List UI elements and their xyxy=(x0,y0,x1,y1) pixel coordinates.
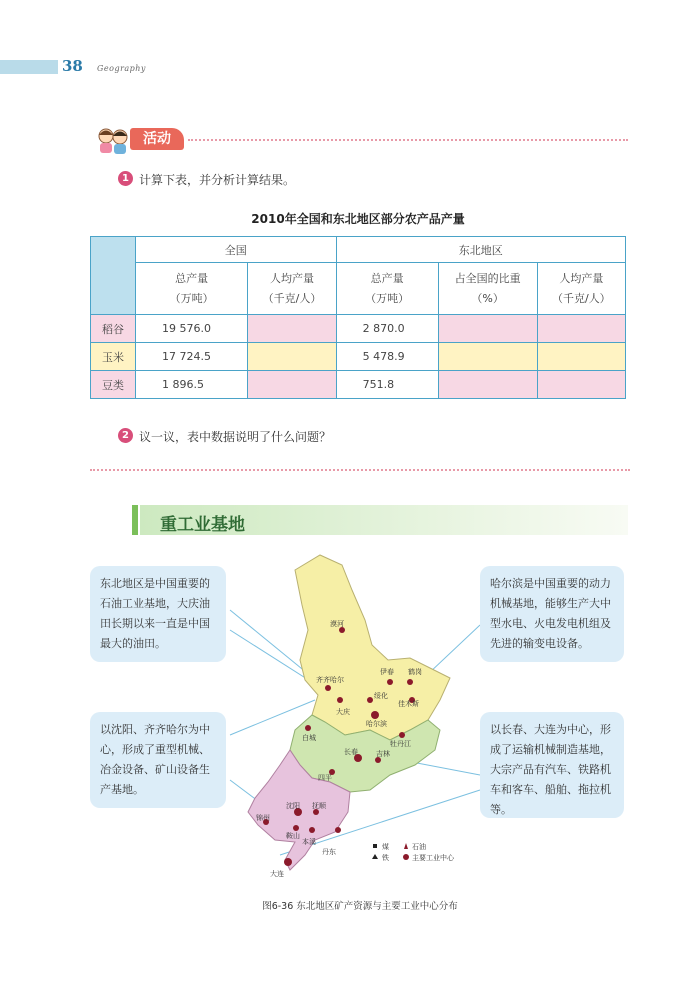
page-number: 38 xyxy=(62,57,83,75)
section-accent xyxy=(132,505,138,535)
oil-icon xyxy=(404,843,408,849)
question-2-text: 议一议，表中数据说明了什么问题？ xyxy=(139,430,332,444)
city-label: 四平 xyxy=(318,774,332,782)
city-label: 佳木斯 xyxy=(398,700,419,708)
city-label: 绥化 xyxy=(374,692,388,700)
table-row xyxy=(91,315,626,343)
sub-header: 人均产量 （千克/人） xyxy=(248,263,336,315)
city-label: 伊春 xyxy=(380,668,394,676)
cell-ne-share xyxy=(438,315,537,343)
city-label: 大庆 xyxy=(336,708,350,716)
subject-label: Geography xyxy=(97,64,146,73)
dot-icon xyxy=(403,854,409,860)
cell-ne-share xyxy=(438,371,537,399)
cell-national-total: 1 896.5 xyxy=(136,371,248,399)
city-label: 哈尔滨 xyxy=(366,720,387,728)
production-table xyxy=(90,236,626,399)
table-row xyxy=(91,371,626,399)
city-label: 漠河 xyxy=(330,620,344,628)
cell-national-per-capita xyxy=(248,371,336,399)
row-label: 稻谷 xyxy=(91,315,136,343)
city-label: 鞍山 xyxy=(286,832,300,840)
divider-top xyxy=(188,139,628,141)
table-corner xyxy=(91,237,136,315)
question-2-badge: 2 xyxy=(118,428,133,443)
city-label: 大连 xyxy=(270,870,284,878)
cell-ne-per-capita xyxy=(537,343,625,371)
cell-national-per-capita xyxy=(248,315,336,343)
question-1-text: 计算下表，并分析计算结果。 xyxy=(139,173,296,187)
cell-ne-total: 751.8 xyxy=(336,371,438,399)
city-label: 本溪 xyxy=(302,838,316,846)
callout-top-right: 哈尔滨是中国重要的动力机械基地，能够生产大中型水电、火电发电机组及先进的输变电设备。 xyxy=(480,566,624,662)
row-label: 豆类 xyxy=(91,371,136,399)
cell-ne-total: 2 870.0 xyxy=(336,315,438,343)
table-row xyxy=(91,343,626,371)
sub-header: 总产量 （万吨） xyxy=(136,263,248,315)
square-icon xyxy=(373,844,377,848)
city-label: 丹东 xyxy=(322,848,336,856)
sub-header: 占全国的比重 （%） xyxy=(438,263,537,315)
city-label: 齐齐哈尔 xyxy=(316,676,344,684)
table-title: 2010年全国和东北地区部分农产品产量 xyxy=(251,212,465,226)
city-label: 长春 xyxy=(344,748,358,756)
city-label: 牡丹江 xyxy=(390,740,411,748)
city-label: 锦州 xyxy=(256,814,270,822)
triangle-icon xyxy=(372,854,378,859)
sub-header: 总产量 （万吨） xyxy=(336,263,438,315)
legend-label: 铁 xyxy=(382,854,389,862)
legend-label: 煤 xyxy=(382,843,389,851)
callout-mid-left: 以沈阳、齐齐哈尔为中心，形成了重型机械、冶金设备、矿山设备生产基地。 xyxy=(90,712,226,808)
cell-national-total: 17 724.5 xyxy=(136,343,248,371)
row-label: 玉米 xyxy=(91,343,136,371)
cell-ne-total: 5 478.9 xyxy=(336,343,438,371)
cell-ne-per-capita xyxy=(537,315,625,343)
cell-ne-share xyxy=(438,343,537,371)
city-label: 沈阳 xyxy=(286,802,300,810)
cell-ne-per-capita xyxy=(537,371,625,399)
cell-national-total: 19 576.0 xyxy=(136,315,248,343)
city-label: 吉林 xyxy=(376,750,390,758)
section-title: 重工业基地 xyxy=(160,515,245,535)
activity-tag: 活动 xyxy=(130,128,184,150)
group-header-national: 全国 xyxy=(136,237,337,263)
figure-caption: 图6-36 东北地区矿产资源与主要工业中心分布 xyxy=(262,901,458,912)
kids-icon xyxy=(96,126,130,154)
legend-label: 石油 xyxy=(412,843,426,851)
callout-top-left: 东北地区是中国重要的石油工业基地，大庆油田长期以来一直是中国最大的油田。 xyxy=(90,566,226,662)
city-label: 抚顺 xyxy=(312,802,326,810)
callout-mid-right: 以长春、大连为中心，形成了运输机械制造基地，大宗产品有汽车、铁路机车和客车、船舶、拖拉机等。 xyxy=(480,712,624,818)
group-header-northeast: 东北地区 xyxy=(336,237,625,263)
header-bar xyxy=(0,60,58,74)
divider-bottom xyxy=(90,469,630,471)
question-1-badge: 1 xyxy=(118,171,133,186)
cell-national-per-capita xyxy=(248,343,336,371)
city-label: 鹤岗 xyxy=(408,668,422,676)
sub-header: 人均产量 （千克/人） xyxy=(537,263,625,315)
city-label: 白城 xyxy=(302,734,316,742)
legend-label: 主要工业中心 xyxy=(412,854,454,862)
